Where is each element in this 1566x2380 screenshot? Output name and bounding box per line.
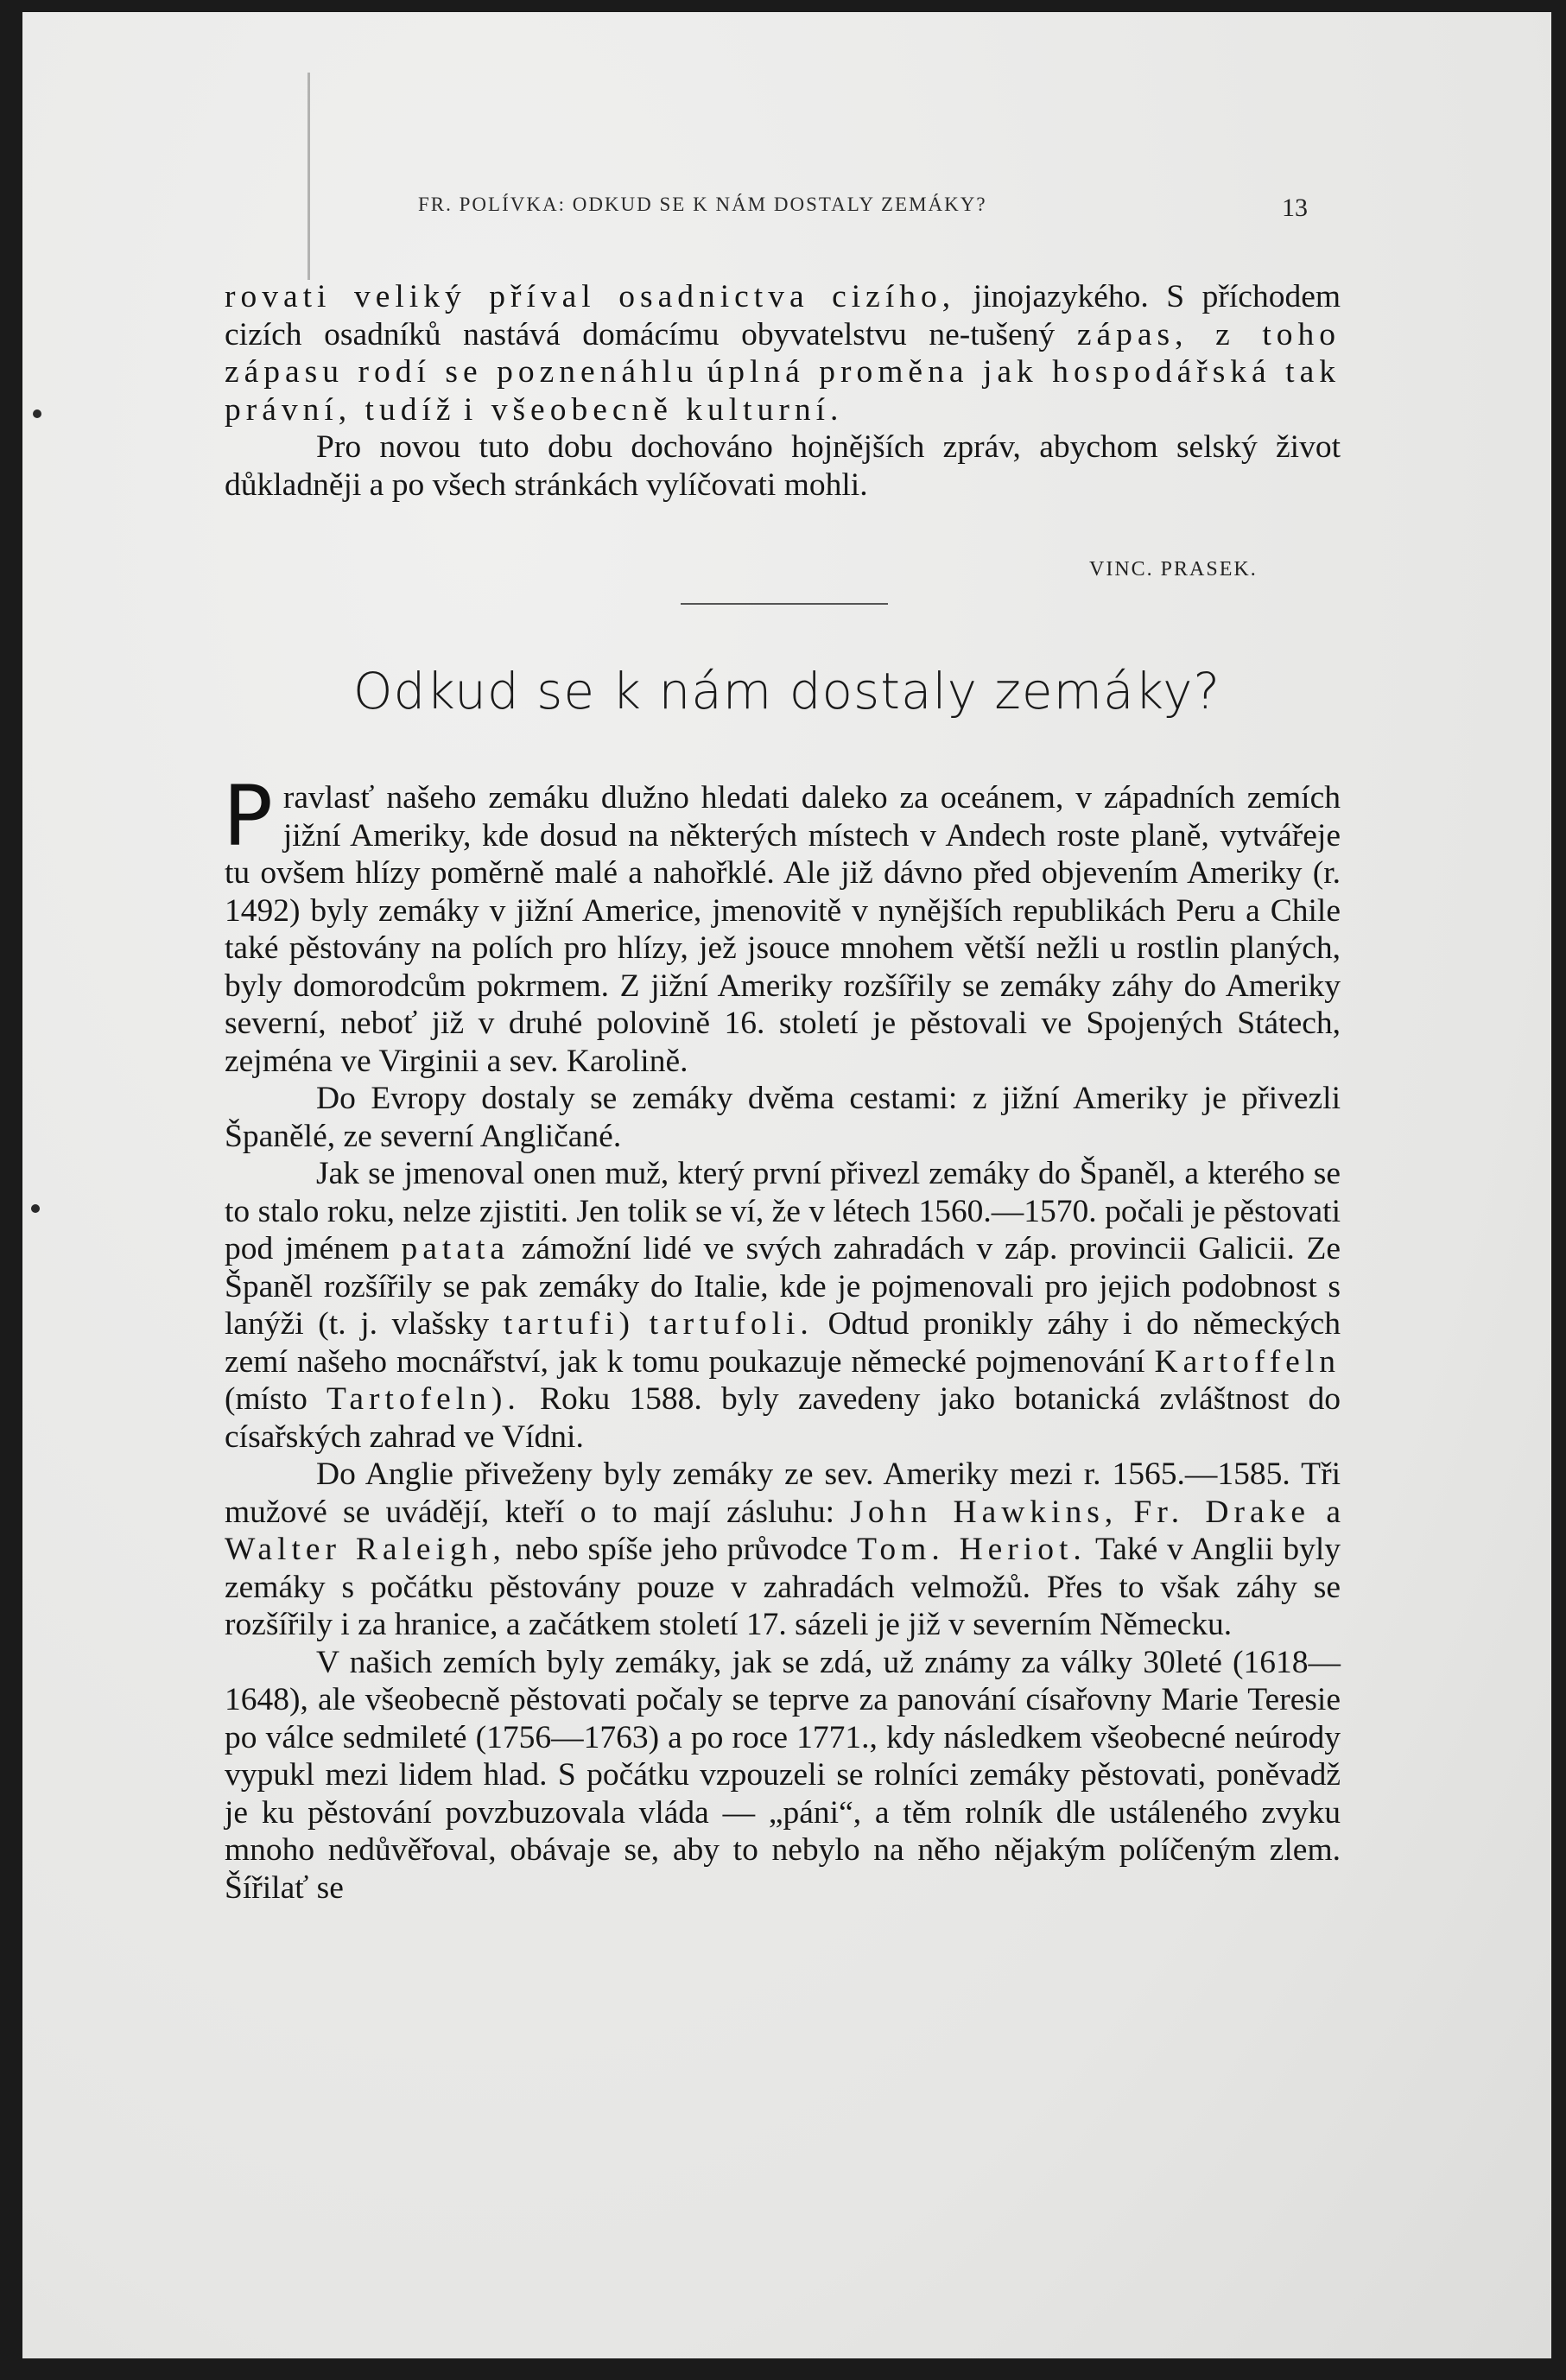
- paragraph-1: Pravlasť našeho zemáku dlužno hledati daleko za oceánem, v západních zemích jižní Ameriky, kde dosud na některých místech v Andech roste planě, vytvářeje tu ovšem hlízy poměrně malé a nahořklé. Ale již dávno před objevením Ameriky (r. 1492) byly zemáky v jižní Americe, jmenovitě v nynějších republikách Peru a Chile také pěstovány na polích pro hlízy, jež jsouce mnohem větší nežli u rostlin planých, byly domorodcům pokrmem. Z jižní Ameriky rozšířily se zemáky záhy do Ameriky severní, neboť již v druhé polovině 16. století je pěstovali ve Spojených Státech, zejména ve Virginii a sev. Karolině.: [223, 768, 1341, 1079]
- paragraph-3: Jak se jmenoval onen muž, který první přivezl zemáky do Španěl, a kterého se to stalo roku, nelze zjistiti. Jen tolik se ví, že v létech 1560.—1570. počali je pěstovati pod jménem patata zámožní lidé ve svých zahradách v záp. provincii Galicii. Ze Španěl rozšířily se pak zemáky do Italie, kde je pojmenovali pro jejich podobnost s lanýži (t. j. vlašsky tartufi) tartufoli. Odtud pronikly záhy i do německých zemí našeho mocnářství, jak k tomu poukazuje německé pojmenování Kartoffeln (místo Tartofeln). Roku 1588. byly zavedeny jako botanická zvláštnost do císařských zahrad ve Vídni.: [225, 1156, 1341, 1455]
- margin-speck: [31, 1204, 40, 1213]
- intro-paragraph-2: Pro novou tuto dobu dochováno hojnějších zpráv, abychom selský život důkladněji a po všech stránkách vylíčovati mohli.: [225, 429, 1341, 503]
- intro-spaced-text: rovati veliký příval osadnictva cizího,: [225, 279, 956, 314]
- section-divider: [681, 603, 888, 605]
- running-title: FR. POLÍVKA: ODKUD SE K NÁM DOSTALY ZEMÁKY?: [418, 194, 987, 215]
- binding-shadow-line: [307, 73, 310, 280]
- intro-paragraph-1: rovati veliký příval osadnictva cizího, jinojazykého. S příchodem cizích osadníků nastává domácímu obyvatelstvu ne-tušený zápas, z toho zápasu rodí se poznenáhlu úplná proměna jak hospodářská tak právní, tudíž i všeobecně kulturní.: [225, 279, 1341, 428]
- drop-cap: P: [223, 768, 273, 865]
- intro-text: [225, 278, 1341, 504]
- margin-speck: [33, 409, 41, 418]
- page-header: [22, 194, 1551, 228]
- article-body: [223, 768, 1341, 1907]
- paragraph-4: Do Anglie přiveženy byly zemáky ze sev. Ameriky mezi r. 1565.—1585. Tři mužové se uvádějí, kteří o to mají zásluhu: John Hawkins, Fr. Drake a Walter Raleigh, nebo spíše jeho průvodce Tom. Heriot. Také v Anglii byly zemáky s počátku pěstovány pouze v zahradách velmožů. Přes to však záhy se rozšířily i za hranice, a začátkem století 17. sázeli je již v severním Německu.: [225, 1457, 1341, 1642]
- paragraph-5: V našich zemích byly zemáky, jak se zdá, už známy za války 30leté (1618—1648), ale všeobecně pěstovati počaly se teprve za panování císařovny Marie Teresie po válce sedmileté (1756—1763) a po roce 1771., kdy následkem všeobecné neúrody vypukl mezi lidem hlad. S počátku vzpouzeli se rolníci zemáky pěstovati, poněvadž je ku pěstování povzbuzovala vláda — „páni“, a těm rolník dle ustáleného zvyku mnoho nedůvěřoval, obávaje se, aby to nebylo na něho nějakým políčeným zlem. Šířilať se: [225, 1644, 1341, 1906]
- page-number: 13: [1282, 194, 1308, 222]
- article-title: Odkud se k nám dostaly zemáky?: [352, 662, 1221, 720]
- scanned-page: [22, 12, 1551, 2358]
- signature: VINC. PRASEK.: [1089, 558, 1258, 581]
- paragraph-2: Do Evropy dostaly se zemáky dvěma cestami: z jižní Ameriky je přivezli Španělé, ze severní Angličané.: [225, 1081, 1341, 1154]
